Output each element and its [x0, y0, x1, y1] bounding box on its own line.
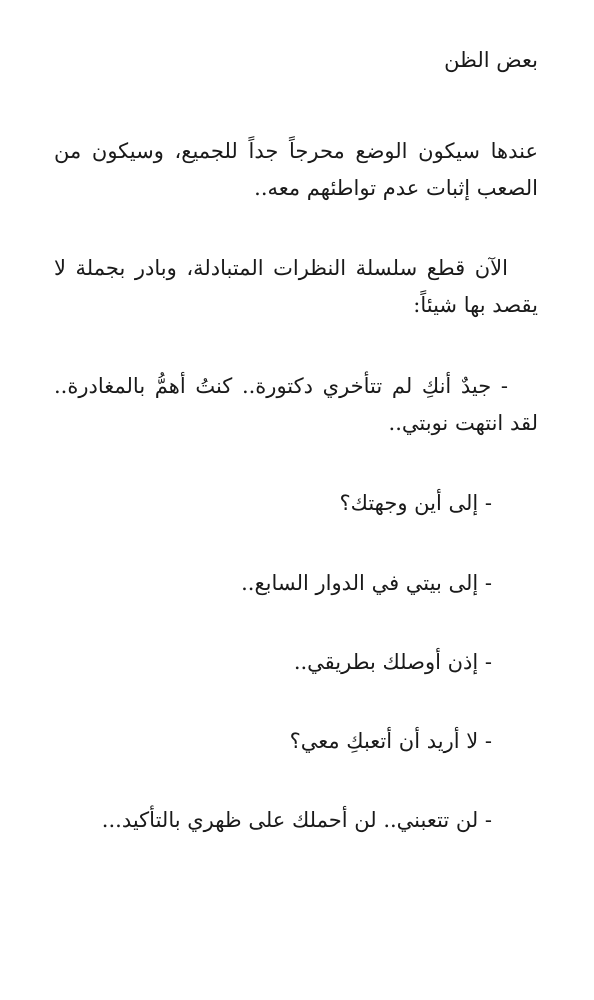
dialogue-line: - إلى بيتي في الدوار السابع.. — [241, 571, 492, 595]
paragraph-3: - جيدٌ أنكِ لم تتأخري دكتورة.. كنتُ أهمُّ بالمغادرة.. لقد انتهت نوبتي.. — [54, 374, 538, 435]
page-heading: بعض الظن — [444, 48, 538, 72]
dialogue-line: - إلى أين وجهتك؟ — [339, 491, 492, 515]
dialogue-line: - إذن أوصلك بطريقي.. — [293, 650, 492, 674]
paragraph-2: الآن قطع سلسلة النظرات المتبادلة، وبادر بجملة لا يقصد بها شيئاً: — [54, 256, 538, 317]
dialogue-line: - لن تتعبني.. لن أحملك على ظهري بالتأكيد... — [101, 808, 492, 832]
paragraph-1: عندها سيكون الوضع محرجاً جداً للجميع، وسيكون من الصعب إثبات عدم تواطئهم معه.. — [54, 139, 538, 200]
dialogue-line: - لا أريد أن أتعبكِ معي؟ — [289, 729, 492, 753]
